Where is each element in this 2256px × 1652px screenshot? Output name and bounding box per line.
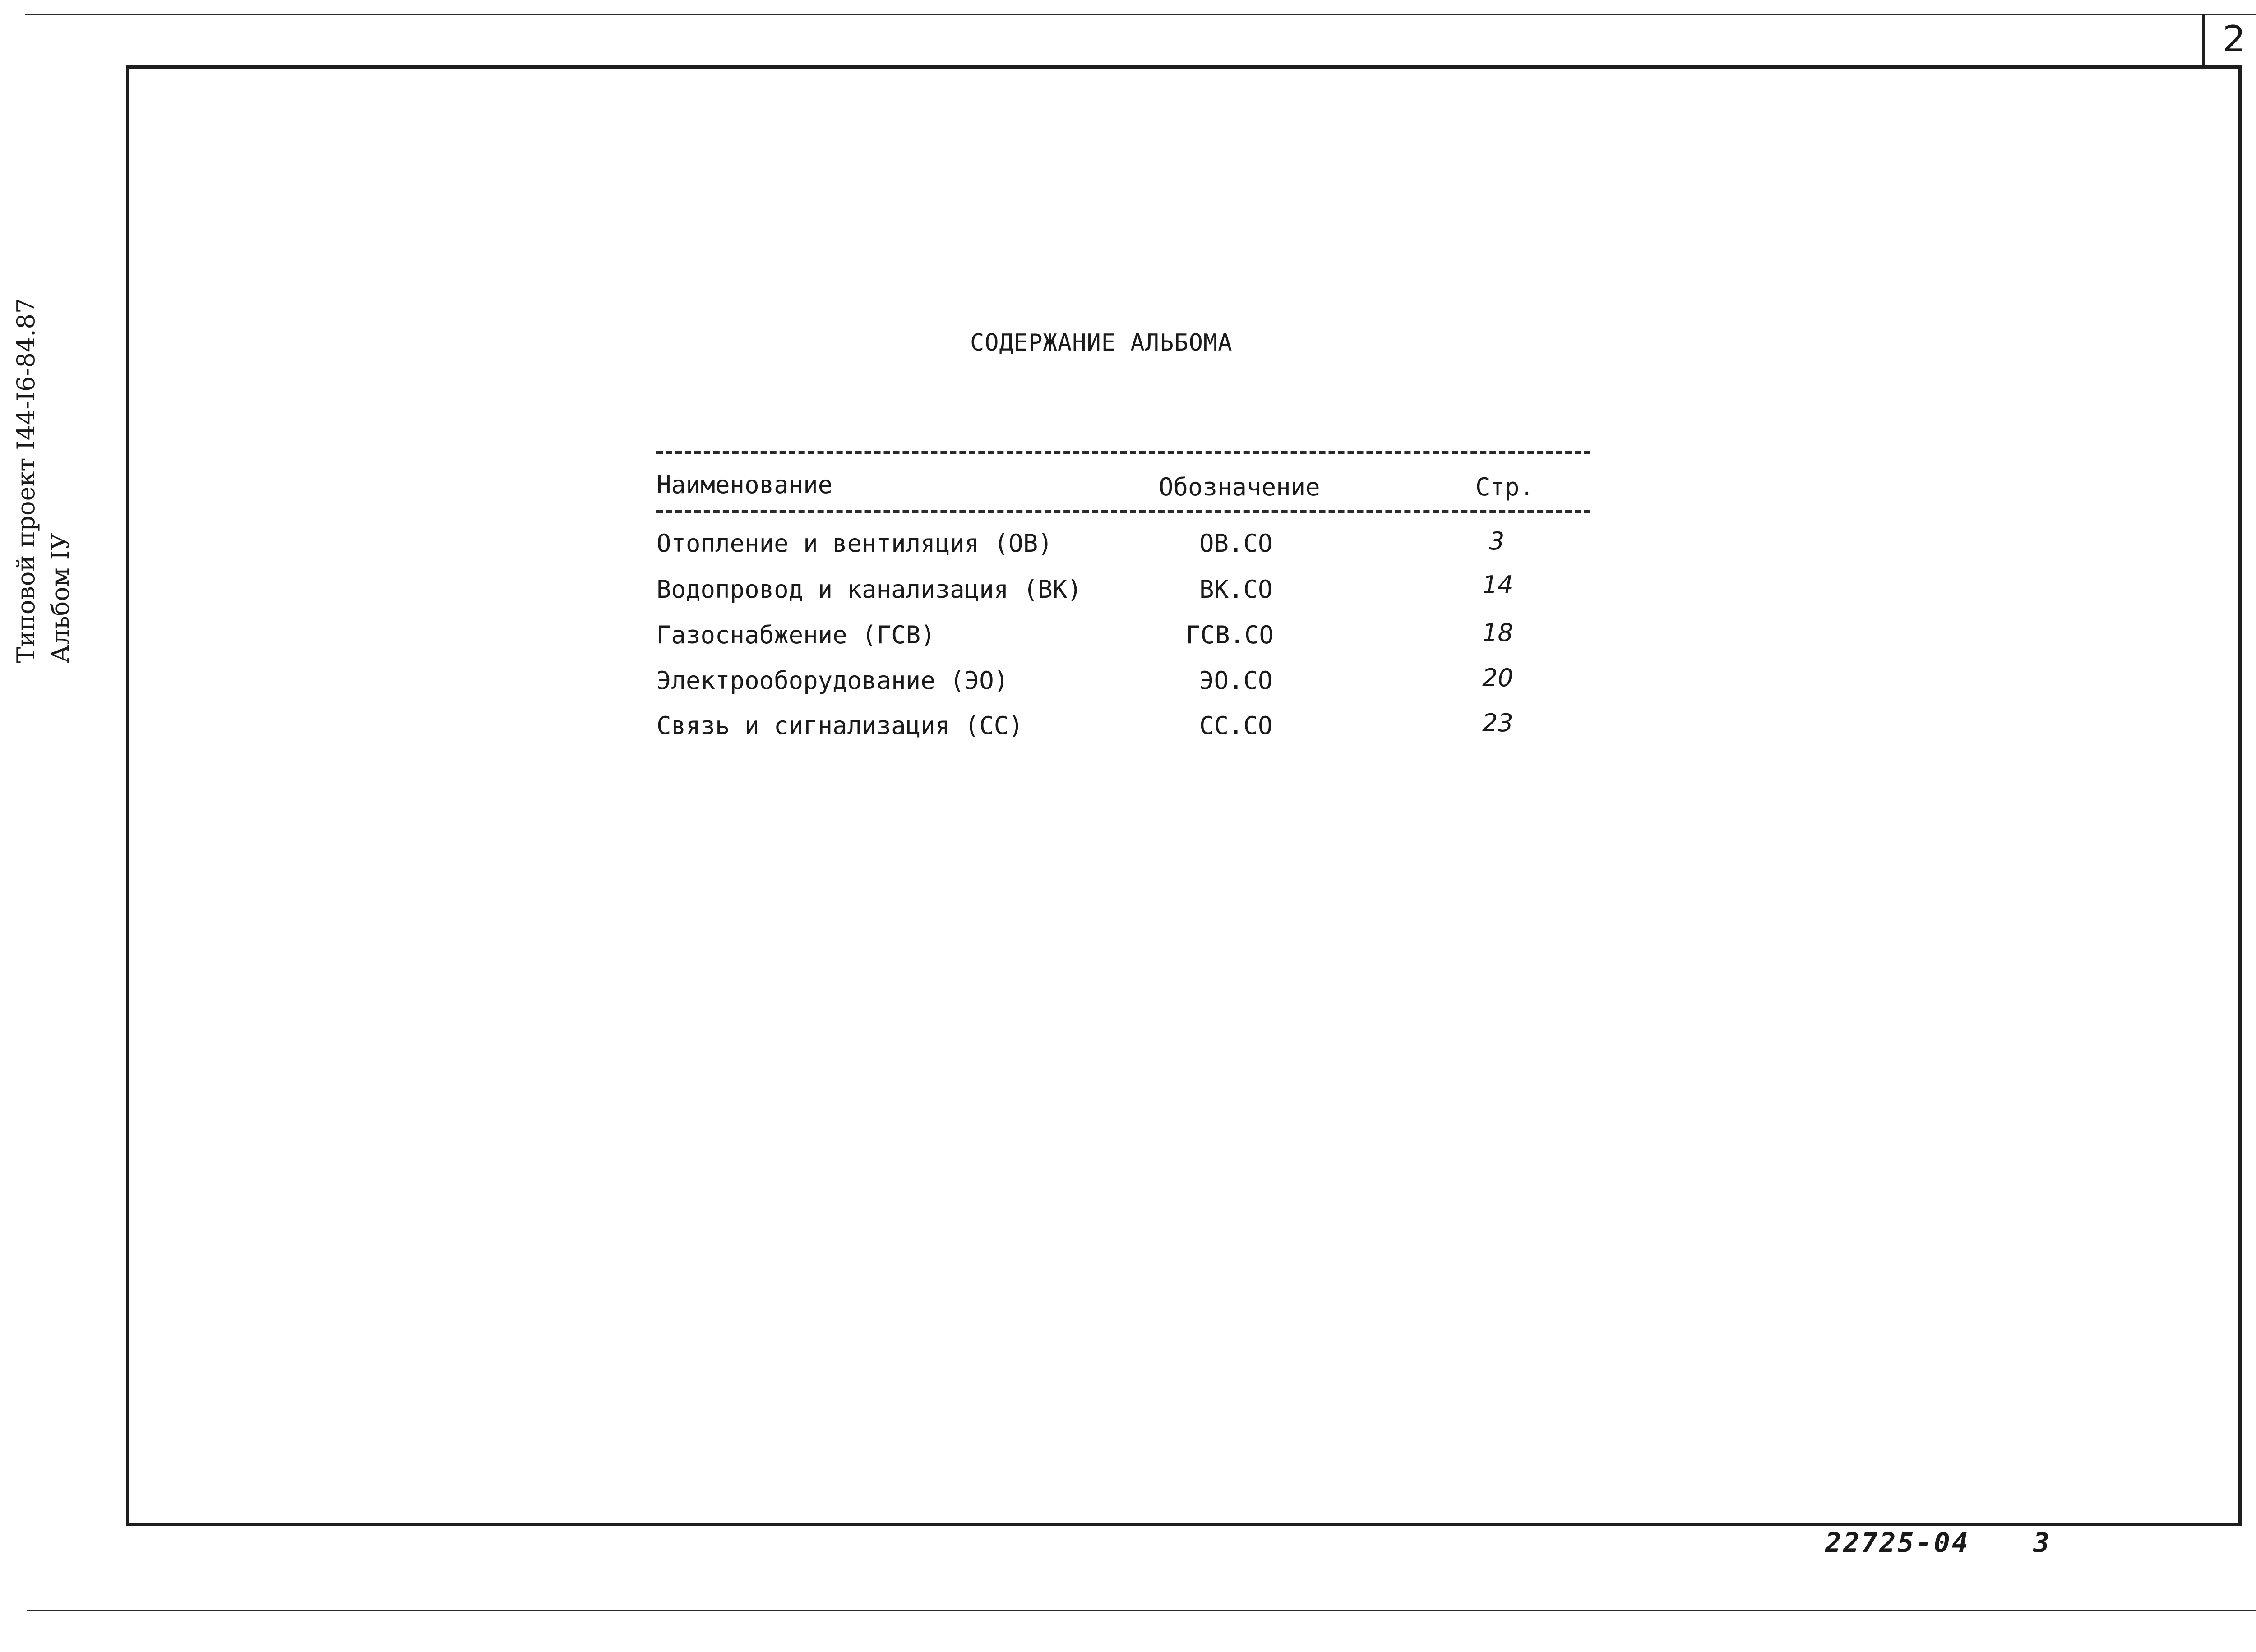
header-code: Обозначение [1159, 473, 1320, 501]
row-code: ГСВ.СО [1186, 621, 1274, 649]
row-page: 3 [1489, 527, 1505, 555]
row-code: ВК.СО [1199, 575, 1273, 604]
page-title: СОДЕРЖАНИЕ АЛЬБОМА [970, 329, 1233, 356]
footer-document-code [1825, 1527, 2051, 1559]
table-header-rule [656, 510, 1590, 513]
top-trim-line [25, 14, 2256, 15]
row-code: СС.СО [1199, 711, 1273, 740]
bottom-trim-line [27, 1610, 2256, 1611]
row-name: Электрооборудование (ЭО) [656, 666, 1009, 695]
row-name: Связь и сигнализация (СС) [656, 711, 1023, 740]
row-name: Газоснабжение (ГСВ) [656, 621, 935, 649]
footer-sheet: 3 [2033, 1527, 2052, 1559]
row-page: 20 [1482, 664, 1513, 692]
header-page: Стр. [1475, 473, 1535, 501]
row-page: 14 [1482, 571, 1513, 599]
row-page: 23 [1482, 709, 1513, 737]
table-top-rule [656, 451, 1590, 454]
drawing-frame [126, 65, 2242, 1526]
side-stamp-project: Типовой проект I44-I6-84.87 [12, 298, 40, 663]
row-page: 18 [1482, 618, 1513, 647]
header-name: Наименование [656, 471, 833, 499]
side-stamp [9, 298, 78, 663]
row-code: ЭО.СО [1199, 666, 1273, 695]
row-code: ОВ.СО [1199, 529, 1273, 558]
footer-code: 22725-04 [1825, 1527, 1970, 1559]
row-name: Отопление и вентиляция (ОВ) [656, 529, 1053, 558]
side-stamp-album: Альбом IУ [46, 532, 74, 663]
row-name: Водопровод и канализация (ВК) [656, 575, 1082, 604]
sheet-number: 2 [2223, 18, 2246, 60]
